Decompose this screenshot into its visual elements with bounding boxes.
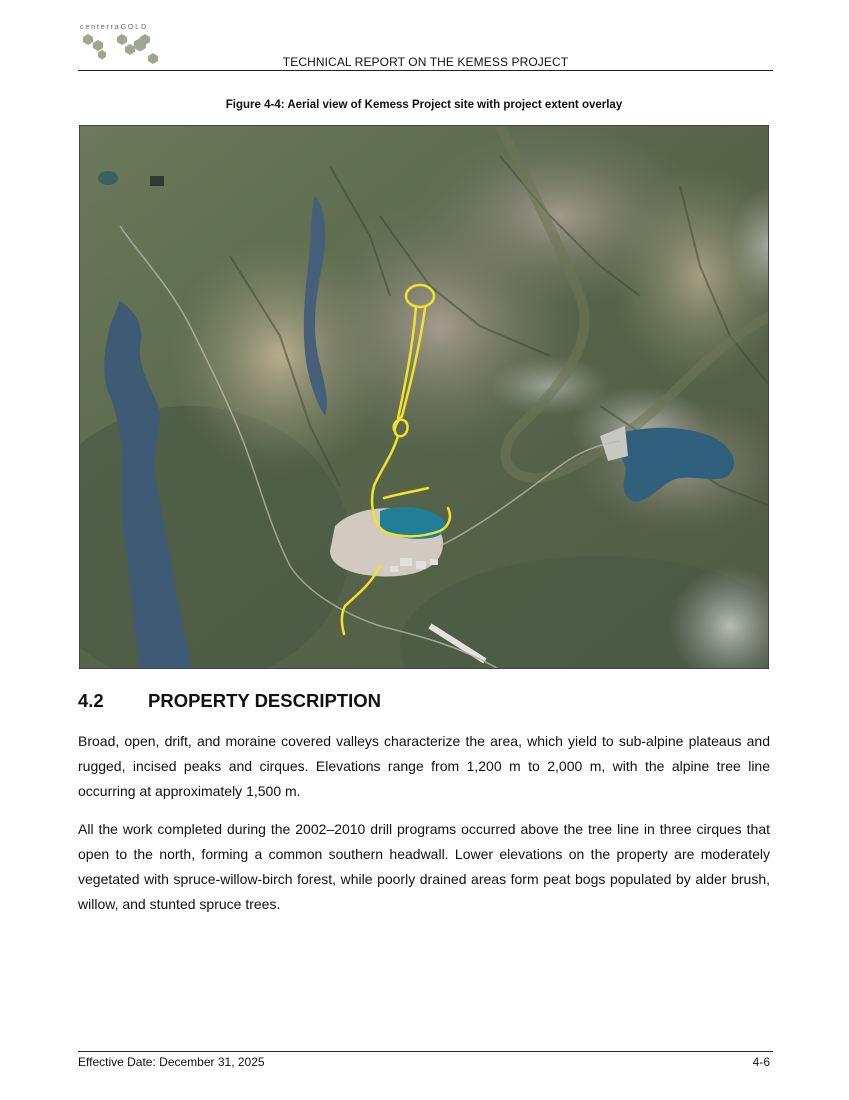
report-title: TECHNICAL REPORT ON THE KEMESS PROJECT bbox=[282, 55, 569, 69]
page-number: 4-6 bbox=[752, 1055, 770, 1069]
figure-caption: Figure 4-4: Aerial view of Kemess Project site with project extent overlay bbox=[225, 99, 623, 111]
section-title: PROPERTY DESCRIPTION bbox=[148, 690, 382, 711]
footer-divider bbox=[78, 1051, 773, 1052]
section-heading bbox=[78, 690, 381, 712]
body-paragraph: Broad, open, drift, and moraine covered valleys characterize the area, which yield to sub-alpine plateaus and rugged, incised peaks and cirques. Elevations range from 1,200 m to 2,000 m, with the alpine tree line occurring at approximately 1,500 m. bbox=[78, 733, 770, 799]
aerial-photo bbox=[80, 126, 769, 669]
effective-date: Effective Date: December 31, 2025 bbox=[78, 1055, 265, 1069]
body-paragraph: All the work completed during the 2002–2010 drill programs occurred above the tree line in three cirques that open to the north, forming a common southern headwall. Lower elevations on the property are moderately vegetated with spruce-willow-birch forest, while poorly drained areas form peat bogs populated by alder brush, willow, and stunted spruce trees. bbox=[78, 821, 770, 912]
section-number: 4.2 bbox=[78, 690, 104, 711]
aerial-map-image bbox=[79, 125, 769, 669]
logo-wordmark: centerraGOLD bbox=[80, 22, 148, 31]
header-divider bbox=[78, 70, 773, 71]
